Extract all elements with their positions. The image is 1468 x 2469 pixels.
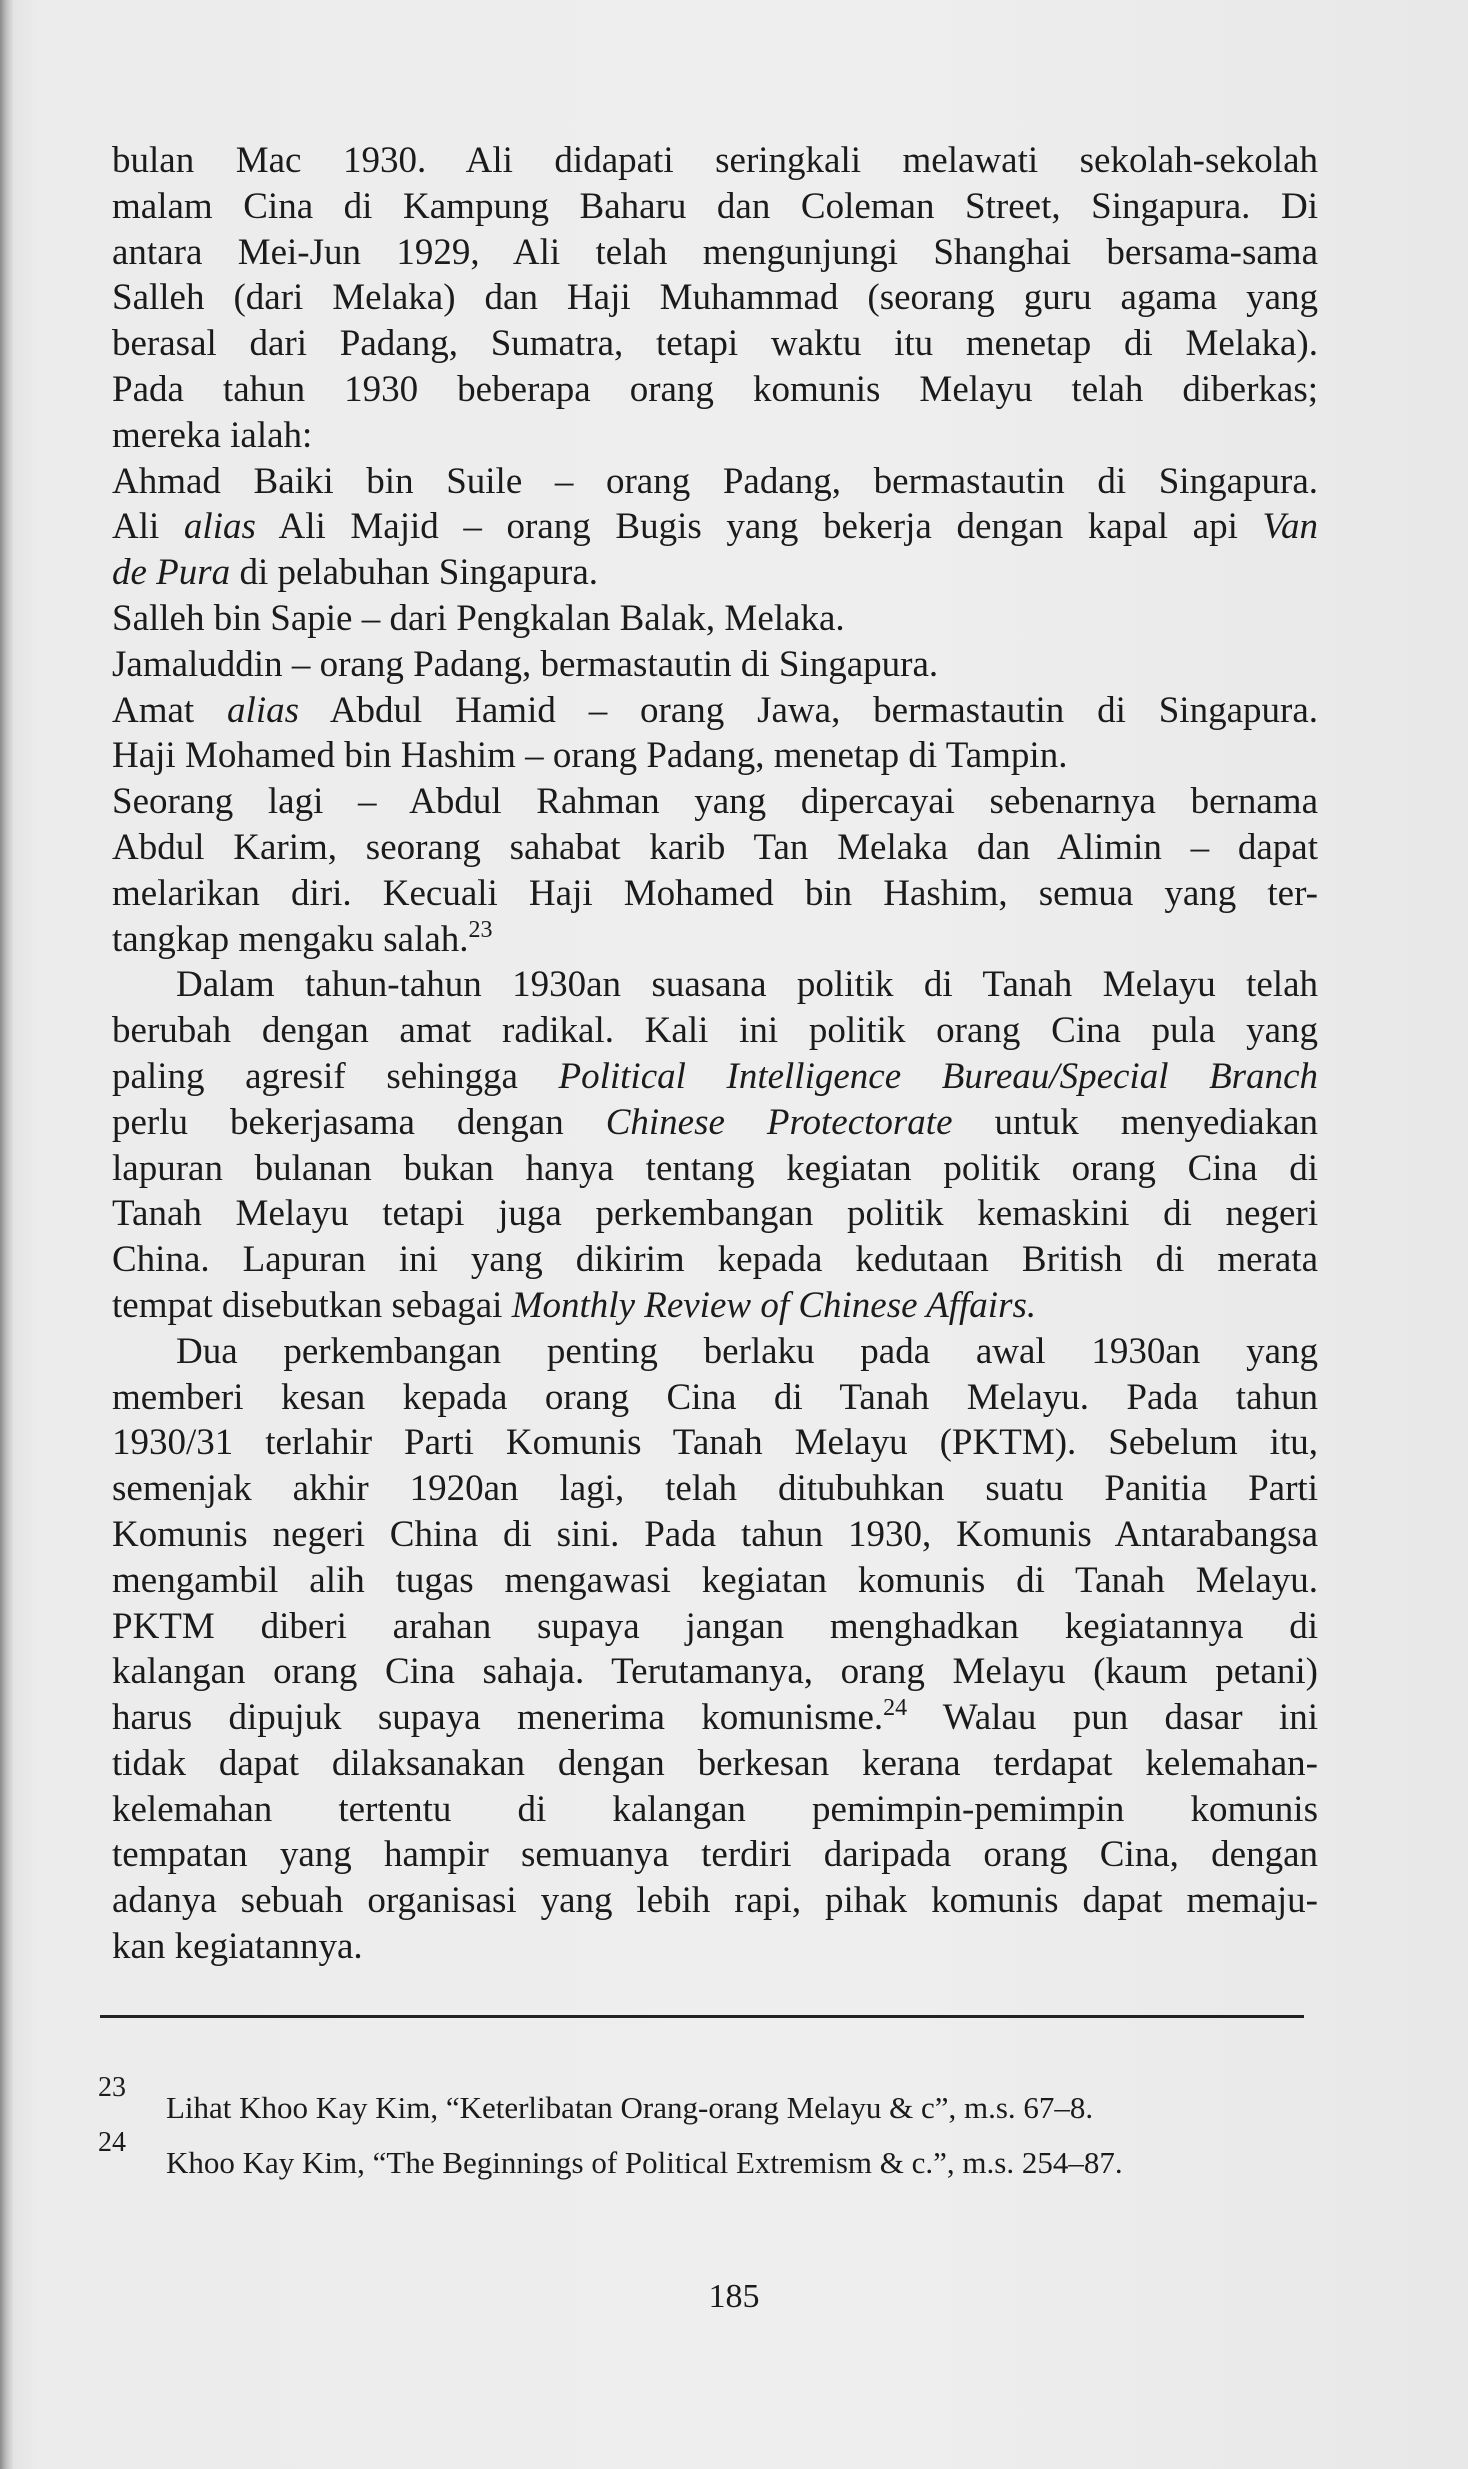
text-run: Komunis negeri China di sini. Pada tahun 1930, Komunis Antarabangsa — [112, 1513, 1318, 1555]
text-line — [112, 504, 1318, 550]
text-line — [112, 1146, 1318, 1192]
text-line — [112, 1832, 1318, 1878]
text-line — [112, 779, 1318, 825]
text-run: Amat — [112, 689, 228, 731]
text-run: kan kegiatannya. — [112, 1926, 363, 1968]
text-run: tidak dapat dilaksanakan dengan berkesan kerana terdapat kelemahan- — [112, 1742, 1318, 1784]
text-run: Ahmad Baiki bin Suile – orang Padang, bermastautin di Singapura. — [112, 460, 1318, 502]
footnote-number: 23 — [98, 2072, 126, 2103]
text-line — [112, 230, 1318, 276]
text-run: melarikan diri. Kecuali Haji Mohamed bin Hashim, semua yang ter- — [112, 872, 1318, 914]
text-run: mereka ialah: — [112, 414, 313, 456]
text-line — [112, 367, 1318, 413]
text-line — [112, 688, 1318, 734]
italic-text: Van — [1262, 506, 1319, 548]
text-run: malam Cina di Kampung Baharu dan Coleman Street, Singapura. Di — [112, 185, 1318, 227]
text-run: tangkap mengaku salah. — [112, 918, 469, 960]
text-line — [112, 275, 1318, 321]
text-run: untuk menyediakan — [952, 1101, 1318, 1143]
footnote-divider — [100, 2015, 1304, 2018]
text-run: Abdul Karim, seorang sahabat karib Tan Melaka dan Alimin – dapat — [112, 826, 1318, 868]
text-line — [112, 1466, 1318, 1512]
text-run: China. Lapuran ini yang dikirim kepada kedutaan British di merata — [112, 1239, 1318, 1281]
text-run: tempatan yang hampir semuanya terdiri daripada orang Cina, dengan — [112, 1834, 1318, 1876]
text-line — [112, 321, 1318, 367]
text-line — [112, 871, 1318, 917]
text-line — [112, 1787, 1318, 1833]
text-line — [112, 733, 1318, 779]
text-line — [112, 413, 1318, 459]
text-line — [112, 1604, 1318, 1650]
text-line — [112, 1695, 1318, 1741]
text-run: Dalam tahun-tahun 1930an suasana politik di Tanah Melayu telah — [176, 964, 1318, 1006]
text-line — [112, 1649, 1318, 1695]
text-run: Jamaluddin – orang Padang, bermastautin di Singapura. — [112, 643, 939, 685]
text-line — [112, 1512, 1318, 1558]
text-line — [112, 825, 1318, 871]
text-line — [112, 1420, 1318, 1466]
text-line — [112, 138, 1318, 184]
footnote-number: 24 — [98, 2127, 126, 2158]
text-run: di pelabuhan Singapura. — [230, 552, 599, 594]
footnote-text: Lihat Khoo Kay Kim, “Keterlibatan Orang-orang Melayu & c”, m.s. 67–8. — [166, 2090, 1094, 2125]
text-run: mengambil alih tugas mengawasi kegiatan komunis di Tanah Melayu. — [112, 1559, 1318, 1601]
page-number: 185 — [708, 2278, 760, 2315]
text-line — [112, 642, 1318, 688]
text-run: 1930/31 terlahir Parti Komunis Tanah Melayu (PKTM). Sebelum itu, — [112, 1422, 1318, 1464]
footnote-text: Khoo Kay Kim, “The Beginnings of Political Extremism & c.”, m.s. 254–87. — [166, 2145, 1123, 2180]
text-run: Tanah Melayu tetapi juga perkembangan politik kemaskini di negeri — [112, 1193, 1318, 1235]
text-run: Ali Majid – orang Bugis yang bekerja dengan kapal api — [255, 506, 1263, 548]
text-line — [112, 1054, 1318, 1100]
text-run: paling agresif sehingga — [112, 1055, 559, 1097]
italic-text: alias — [227, 689, 300, 731]
text-line — [112, 184, 1318, 230]
text-run: harus dipujuk supaya menerima komunisme. — [112, 1697, 884, 1739]
text-run: kalangan orang Cina sahaja. Terutamanya, orang Melayu (kaum petani) — [112, 1651, 1318, 1693]
text-run: Haji Mohamed bin Hashim – orang Padang, menetap di Tampin. — [112, 735, 1068, 777]
text-line — [112, 1741, 1318, 1787]
text-line — [112, 1237, 1318, 1283]
text-run: Abdul Hamid – orang Jawa, bermastautin di Singapura. — [299, 689, 1319, 731]
text-run: Walau pun dasar ini — [907, 1697, 1318, 1739]
text-run: PKTM diberi arahan supaya jangan menghadkan kegiatannya di — [112, 1605, 1318, 1647]
text-line — [112, 550, 1318, 596]
text-run: Salleh (dari Melaka) dan Haji Muhammad (seorang guru agama yang — [112, 277, 1318, 319]
text-line — [112, 1375, 1318, 1421]
text-run: kelemahan tertentu di kalangan pemimpin-pemimpin komunis — [112, 1788, 1318, 1830]
italic-text: Monthly Review of Chinese Affairs. — [511, 1284, 1037, 1326]
text-line — [112, 1191, 1318, 1237]
text-line — [112, 1329, 1318, 1375]
text-run: lapuran bulanan bukan hanya tentang kegiatan politik orang Cina di — [112, 1147, 1318, 1189]
text-line — [112, 962, 1318, 1008]
text-run: Ali — [112, 506, 184, 548]
text-run: Dua perkembangan penting berlaku pada awal 1930an yang — [176, 1330, 1318, 1372]
text-line — [112, 1100, 1318, 1146]
italic-text: alias — [183, 506, 256, 548]
footnote-reference: 24 — [883, 1695, 908, 1722]
text-line — [112, 1558, 1318, 1604]
body-text — [112, 138, 1318, 1970]
text-run: berubah dengan amat radikal. Kali ini politik orang Cina pula yang — [112, 1010, 1318, 1052]
text-run: berasal dari Padang, Sumatra, tetapi waktu itu menetap di Melaka). — [112, 323, 1318, 365]
text-line — [112, 1283, 1318, 1329]
text-run: antara Mei-Jun 1929, Ali telah mengunjungi Shanghai bersama-sama — [112, 231, 1318, 273]
text-run: perlu bekerjasama dengan — [112, 1101, 606, 1143]
footnote-reference: 23 — [468, 916, 493, 943]
text-line — [112, 917, 1318, 963]
text-line — [112, 1878, 1318, 1924]
text-line — [112, 459, 1318, 505]
italic-text: Political Intelligence Bureau/Special Branch — [558, 1055, 1318, 1097]
text-run: Pada tahun 1930 beberapa orang komunis Melayu telah diberkas; — [112, 368, 1318, 410]
text-run: semenjak akhir 1920an lagi, telah ditubuhkan suatu Panitia Parti — [112, 1468, 1318, 1510]
italic-text: Chinese Protectorate — [605, 1101, 953, 1143]
text-line — [112, 1924, 1318, 1970]
text-line — [112, 596, 1318, 642]
text-run: tempat disebutkan sebagai — [112, 1284, 512, 1326]
text-run: memberi kesan kepada orang Cina di Tanah Melayu. Pada tahun — [112, 1376, 1318, 1418]
text-run: Seorang lagi – Abdul Rahman yang dipercayai sebenarnya bernama — [112, 781, 1318, 823]
text-run: adanya sebuah organisasi yang lebih rapi, pihak komunis dapat memaju- — [112, 1880, 1318, 1922]
text-run: bulan Mac 1930. Ali didapati seringkali melawati sekolah-sekolah — [112, 140, 1318, 181]
italic-text: de Pura — [112, 552, 231, 594]
text-line — [112, 1008, 1318, 1054]
text-run: Salleh bin Sapie – dari Pengkalan Balak, Melaka. — [112, 597, 845, 639]
